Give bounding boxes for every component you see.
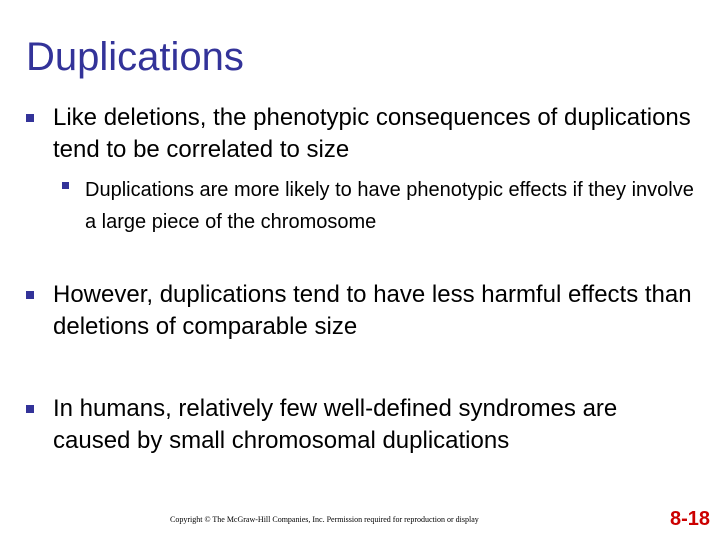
square-bullet-icon — [62, 182, 69, 189]
bullet-text: However, duplications tend to have less harmful effects than deletions of comparable size — [53, 281, 692, 340]
slide-title: Duplications — [26, 35, 244, 79]
sub-bullet-item — [62, 174, 702, 238]
square-bullet-icon — [26, 291, 34, 299]
bullet-item — [26, 279, 696, 343]
bullet-text: In humans, relatively few well-defined syndromes are caused by small chromosomal duplications — [53, 395, 618, 454]
slide-number: 8-18 — [669, 508, 710, 530]
bullet-text: Like deletions, the phenotypic consequences of duplications tend to be correlated to size — [53, 104, 691, 163]
sub-bullet-text: Duplications are more likely to have phenotypic effects if they involve a large piece of the chromosome — [85, 179, 694, 233]
bullet-item — [26, 393, 696, 457]
square-bullet-icon — [26, 114, 34, 122]
copyright-notice: Copyright © The McGraw-Hill Companies, Inc. Permission required for reproduction or display — [170, 515, 479, 524]
square-bullet-icon — [26, 405, 34, 413]
bullet-item — [26, 102, 696, 166]
